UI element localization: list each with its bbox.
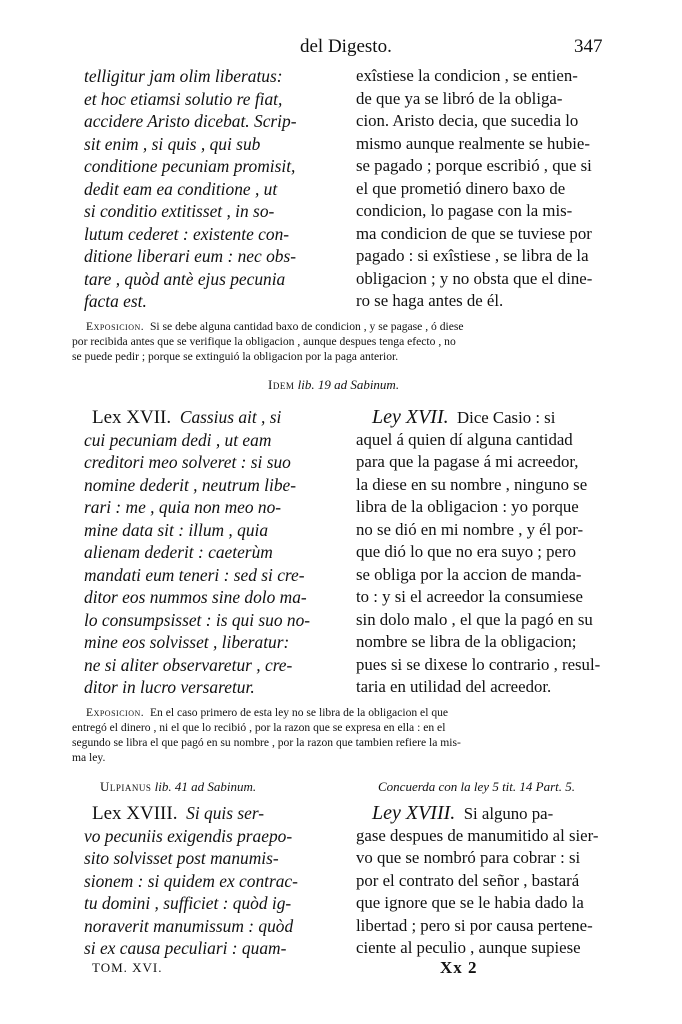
latin-line: ditione liberari eum : nec obs- <box>84 246 297 266</box>
latin-line: si conditio extitisset , in so- <box>84 201 275 221</box>
citation-ulpianus <box>100 779 256 795</box>
spanish-line: no se dió en mi nombre , y él por- <box>356 519 584 539</box>
latin-line: Cassius ait , si <box>179 407 282 427</box>
citation-source: lib. 19 ad Sabinum. <box>297 377 400 392</box>
latin-line: noraverit manumissum : quòd <box>84 915 294 936</box>
running-head <box>0 36 682 60</box>
latin-line: dedit eam ea conditione , ut <box>84 178 278 199</box>
latin-line: conditione pecuniam promisit, <box>84 156 296 176</box>
latin-line: Si quis ser- <box>186 803 265 823</box>
latin-line: cui pecuniam dedi , ut eam <box>84 429 272 450</box>
spanish-line: que dió lo que no era suyo ; pero <box>356 542 576 561</box>
latin-line: lutum cederet : existente con- <box>84 223 290 244</box>
exposicion-text: entregó el dinero , ni el que lo recibió , por la razon que se expresa en ella : en el <box>72 721 446 734</box>
latin-line: alienam dederit : caeterùm <box>84 542 273 562</box>
latin-line: mine data sit : illum , quia <box>84 519 269 540</box>
latin-column-block1 <box>84 65 346 313</box>
exposicion-text: por recibida antes que se verifique la obligacion , aunque despues tenga efecto , no <box>72 335 456 348</box>
spanish-line: ro se haga antes de él. <box>356 291 504 310</box>
spanish-line: aquel á quien dí alguna cantidad <box>356 429 573 449</box>
latin-line: mandati eum teneri : sed si cre- <box>84 564 305 585</box>
citation-author: Ulpianus <box>100 779 152 794</box>
exposicion-text: En el caso primero de esta ley no se libra de la obligacion el que <box>149 706 449 719</box>
latin-line: ditor in lucro versaretur. <box>84 677 255 697</box>
latin-line: creditori meo solveret : si suo <box>84 452 291 472</box>
exposicion-text: segundo se libra el que pagó en su nombre , por la razon que tambien refiere la mis- <box>72 736 461 749</box>
latin-line: mine eos solvisset , liberatur: <box>84 632 290 652</box>
latin-line: vo pecuniis exigendis praepo- <box>84 825 293 846</box>
citation-idem <box>268 377 399 393</box>
latin-line: facta est. <box>84 291 147 311</box>
exposicion-2 <box>72 705 628 765</box>
spanish-line: cion. Aristo decia, que sucedia lo <box>356 111 579 130</box>
spanish-line: se pagado ; porque escribió , que si <box>356 156 592 175</box>
spanish-line: sin dolo malo , el que la pagó en su <box>356 609 593 629</box>
spanish-line: pagado : si exîstiese , se libra de la <box>356 246 589 265</box>
spanish-line: nombre se libra de la obligacion; <box>356 632 577 651</box>
spanish-line: gase despues de manumitido al sier- <box>356 825 599 845</box>
spanish-line: libra de la obligacion : yo porque <box>356 497 579 516</box>
ley-heading: Ley XVII. <box>372 406 449 428</box>
spanish-column-block1 <box>356 65 618 313</box>
exposicion-text: Si se debe alguna cantidad baxo de condicion , y se pagase , ó diese <box>149 320 464 333</box>
spanish-line: mismo aunque realmente se hubie- <box>356 133 590 153</box>
spanish-line: Dice Casio : si <box>457 408 556 427</box>
spanish-column-block2 <box>356 406 618 699</box>
latin-line: sito solvisset post manumis- <box>84 848 279 868</box>
exposicion-label: Exposicion. <box>86 706 145 719</box>
spanish-line: to : y si el acreedor la consumiese <box>356 587 583 606</box>
spanish-line: se obliga por la accion de manda- <box>356 564 582 584</box>
latin-line: et hoc etiamsi solutio re fiat, <box>84 88 283 109</box>
latin-line: si ex causa peculiari : quam- <box>84 938 287 958</box>
page-number: 347 <box>574 36 603 57</box>
spanish-line: condicion, lo pagase con la mis- <box>356 201 573 220</box>
citation-source: lib. 41 ad Sabinum. <box>154 779 257 794</box>
lex-heading: Lex XVIII. <box>92 803 178 824</box>
exposicion-text: ma ley. <box>72 751 106 764</box>
spanish-line: exîstiese la condicion , se entien- <box>356 66 578 85</box>
spanish-line: que ignore que se le habia dado la <box>356 893 584 912</box>
latin-line: ne si aliter observaretur , cre- <box>84 654 293 675</box>
spanish-line: obligacion ; y no obsta que el dine- <box>356 268 593 288</box>
spanish-line: pues si se dixese lo contrario , resul- <box>356 654 601 674</box>
spanish-line: ma condicion de que se tuviese por <box>356 223 592 243</box>
latin-line: sit enim , si quis , qui sub <box>84 133 261 154</box>
concordance-text: Concuerda con la ley 5 tit. 14 Part. 5. <box>378 779 576 794</box>
spanish-line: ciente al peculio , aunque supiese <box>356 938 581 957</box>
page-title: del Digesto. <box>300 36 392 57</box>
ley-heading: Ley XVIII. <box>372 802 456 824</box>
latin-line: nomine dederit , neutrum libe- <box>84 474 297 495</box>
latin-column-block3 <box>84 802 346 960</box>
latin-line: lo consumpsisset : is qui suo no- <box>84 609 311 630</box>
spanish-line: el que prometió dinero baxo de <box>356 178 566 198</box>
exposicion-label: Exposicion. <box>86 320 145 333</box>
latin-line: sionem : si quidem ex contrac- <box>84 870 298 891</box>
latin-line: ditor eos nummos sine dolo ma- <box>84 587 307 607</box>
latin-line: tu domini , sufficiet : quòd ig- <box>84 893 292 913</box>
spanish-line: taria en utilidad del acreedor. <box>356 677 552 696</box>
spanish-column-block3 <box>356 802 618 960</box>
lex-heading: Lex XVII. <box>92 407 172 428</box>
spanish-line: Si alguno pa- <box>463 804 554 823</box>
spanish-line: por el contrato del señor , bastará <box>356 870 580 890</box>
latin-line: tare , quòd antè ejus pecunia <box>84 268 286 289</box>
latin-line: accidere Aristo dicebat. Scrip- <box>84 111 297 131</box>
spanish-line: la diese en su nombre , ninguno se <box>356 474 588 494</box>
latin-line: rari : me , quia non meo no- <box>84 497 282 517</box>
citation-concuerda <box>378 779 575 795</box>
spanish-line: de que ya se libró de la obliga- <box>356 88 563 108</box>
citation-author: Idem <box>268 377 295 392</box>
signature-mark: Xx 2 <box>440 958 478 977</box>
latin-line: telligitur jam olim liberatus: <box>84 66 283 86</box>
exposicion-1 <box>72 319 628 364</box>
spanish-line: vo que se nombró para cobrar : si <box>356 848 581 867</box>
spanish-line: libertad ; pero si por causa pertene- <box>356 915 593 935</box>
latin-column-block2 <box>84 406 346 699</box>
volume-footer: TOM. XVI. <box>92 960 163 975</box>
exposicion-text: se puede pedir ; porque se extinguió la obligacion por la paga anterior. <box>72 350 399 363</box>
spanish-line: para que la pagase á mi acreedor, <box>356 452 579 471</box>
